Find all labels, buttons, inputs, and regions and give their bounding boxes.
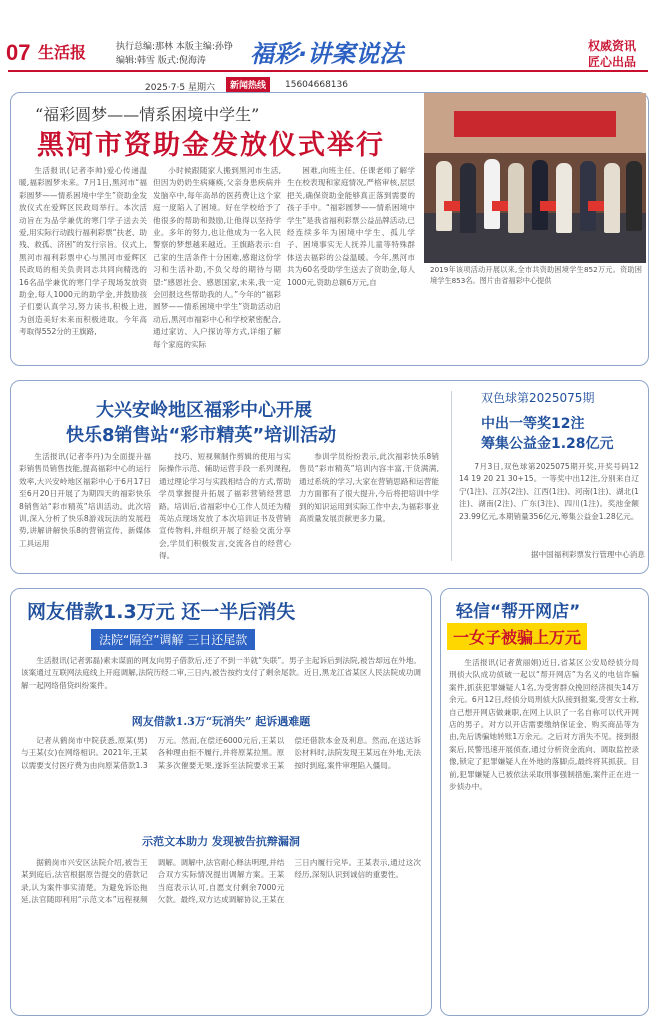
lead-photo [424, 93, 646, 263]
lottery-headline-2: 中出一等奖12注 [481, 416, 585, 432]
loan-intro: 生活报讯(记者郭磊)素未谋面的网友向男子借款后,还了不到一半就“失联”。男子主起诉后到法院,被告却远在外地。该案通过互联网法庭线上开庭调解,法院历经二审,三日内,被告按约支付了剩余尾款。近日,黑龙江省某区人民法院成功调解一起网络借贷纠纷案件。 [21, 656, 421, 690]
loan-subheadline: 法院“隔空”调解 三日还尾款 [91, 629, 255, 650]
lottery-body: 7月3日,双色球第2025075期开奖,开奖号码12 14 19 20 21 30+15。一等奖中出12注,分别来自辽宁(1注)、江苏(2注)、江西(1注)、河南(1注)、湖北(1注)、湖南(2注)、广东(3注)、四川(1注)。奖池金额23.99亿元,本期销量356亿元,筹集公益金1.28亿元。 [459, 462, 639, 521]
training-column-2: 技巧、短视频制作剪辑的使用与实际操作示范、辅助运营手段一系列课程,通过理论学习与实践相结合的方式,帮助学员掌握提升拓展了福彩营销经营思路。培训后,省福彩中心工作人员还为精英站点现场发放了本次培训证书及营销宣传物料,并组织开展了经验交流分享会,学员们积极发言,交流各自的经营心得。 [159, 452, 291, 561]
slogan [588, 38, 636, 70]
header-divider [8, 70, 648, 72]
slogan-line-1: 权威资讯 [588, 39, 637, 53]
lead-headline: 黑河市资助金发放仪式举行 [37, 130, 385, 161]
training-headline-1: 大兴安岭地区福彩中心开展 [96, 400, 312, 421]
lead-kicker: “福彩圆梦——情系困境中学生” [35, 105, 260, 124]
scam-story [440, 588, 649, 1016]
loan-section-2-heading: 示范文本助力 发现被告抗辩漏洞 [142, 835, 300, 848]
loan-section-1-heading: 网友借款1.3万“玩消失” 起诉遇难题 [131, 715, 311, 728]
editors-line-1: 执行总编:那林 本版主编:孙铮 [116, 42, 233, 52]
loan-story [10, 588, 432, 1016]
photo-caption: 2019年该项活动开展以来,全市共资助困境学生852万元。资助困境学生853名。图片由省福彩中心提供 [430, 265, 642, 285]
lottery-headline-1: 双色球第2025075期 [481, 391, 595, 405]
page-number: 07 [6, 40, 31, 65]
lottery-headline-3: 筹集公益金1.28亿元 [481, 436, 614, 452]
training-column-1: 生活报讯(记者李丹)为全面提升福彩销售员销售技能,提高福彩中心的运行效率,大兴安岭地区福彩中心于6月17日至6月20日开展了为期四天的福彩快乐8销售站“彩市精英”培训活动。此次培训,深入分析了快乐8游戏玩法的发展趋势,讲解讲解快乐8的营销宣传、新媒体工具运用 [19, 452, 151, 548]
column-title: 福彩·讲案说法 [250, 40, 404, 68]
issue-date: 2025·7·5 星期六 [145, 83, 215, 93]
column-divider [451, 391, 452, 561]
lead-column-2: 小时候跟随家人搬到黑河市生活,但因为奶奶生病瘫痪,父亲身患疾病并发脑卒中,每年高昂的医药费让这个家庭一度陷入了困境。好在学校给予了他很多的帮助和鼓励,让他得以坚持学业。多年的努力,也让他成为一名入民警察的梦想越来越近。王旗路表示:自己家的生活条件十分困难,感谢这份学习和生活补助,不负父母的期待与期望:“感恩社会、感恩国家,未来,我一定会回报这些帮助我的人。”今年的“福彩圆梦——情系困境中学生”资助活动启动后,黑河市福彩中心和学校紧密配合,通过家访、入户探访等方式,详细了解每个家庭的实际 [153, 166, 281, 349]
training-headline-2: 快乐8销售站“彩市精英”培训活动 [66, 425, 337, 446]
editors-credit [116, 40, 233, 68]
loan-headline: 网友借款1.3万元 还一半后消失 [27, 601, 296, 623]
slogan-line-2: 匠心出品 [588, 55, 637, 69]
page-header [0, 0, 657, 72]
loan-section-1-body: 记者从鹤岗市中院获悉,原某(男)与王某(女)在网络相识。2021年,王某以需要支付医疗费为由向原某借款1.3万元。然而,在偿还6000元后,王某以各种理由拒不履行,并将原某拉黑。原某多次催要无果,遂诉至法院要求王某偿还借款本金及利息。然而,在送达诉讼材料时,法院发现王某远在外地,无法按时到庭,案件审理陷入僵局。 [21, 736, 421, 770]
newspaper-name: 生活报 [38, 43, 87, 62]
lead-column-1: 生活报讯(记者李帅)爱心传递温暖,福彩圆梦未来。7月1日,黑河市“福彩圆梦——情系困境中学生”资助金发放仪式在爱辉区民政局举行。本次活动旨在为品学兼优的寒门学子送去关爱,用实际行动践行福利彩票“扶老、助残、救孤、济困”的发行宗旨。仪式上,黑河市福利彩票中心与黑河市爱辉区民政局的相关负责同志共同向精选的16名品学兼优的寒门学子现场发放资助金,每人1000元的助学金,并鼓励孩子们要认真学习,努力读书,积极上进,为创造美好未来而积极进取。今年高考取得552分的王旗路, [19, 166, 147, 337]
training-story [10, 380, 649, 574]
lottery-source: 据中国福利彩票发行管理中心消息 [531, 550, 645, 559]
scam-body: 生活报讯(记者黄丽娟)近日,省某区公安局经侦分局刑侦大队成功侦破一起以“帮开网店”为名义的电信诈骗案件,抓获犯罪嫌疑人1名,为受害群众挽回经济损失14万余元。6月12日,经侦分局刑侦大队接到报案,受害女士称,自己想开网店做兼职,在网上认识了一名自称可以代开网店的男子。对方以开店需要缴纳保证金、购买商品等为由,先后诱骗她转账1万余元。之后对方消失不见。接到报案后,民警迅速开展侦查,通过分析资金流向、调取监控录像,锁定了犯罪嫌疑人在外地的落脚点,最终将其抓获。目前,犯罪嫌疑人已被依法采取刑事强制措施,案件正在进一步侦办中。 [449, 658, 639, 792]
editors-line-2: 编辑:韩雪 版式:倪海涛 [116, 56, 206, 66]
scam-headline-2: 一女子被骗上万元 [447, 623, 587, 650]
lead-column-3: 困难,向班主任、任课老师了解学生在校表现和家庭情况,严格审核,层层把关,确保资助金能够真正落到需要的孩子手中。“福彩圆梦——情系困境中学生”是我省福利彩票公益品牌活动,已经连续多年为困境中学生、孤儿学子、困境事实无人抚养儿童等特殊群体送去福彩的公益温暖。今年,黑河市共为60名受助学生送去了资助金,每人1000元,资助总额6万元,自 [287, 166, 415, 287]
training-column-3: 参训学员纷纷表示,此次福彩快乐8销售员“彩市精英”培训内容丰富,干货满满,通过系统的学习,大家在营销思路和运营能力方面都有了很大提升,今后将把培训中学到的知识运用到实际工作中去,为福彩事业高质量发展贡献更多力量。 [299, 452, 439, 524]
hotline-phone: 15604668136 [285, 80, 348, 90]
loan-section-2-body: 据鹤岗市兴安区法院介绍,被告王某到庭后,法官根据原告提交的借款记录,认为案件事实清楚。为避免诉讼拖延,法官随即利用“示范文本”远程视频调解。调解中,法官耐心释法明理,并结合双方实际情况提出调解方案。王某当庭表示认可,自愿支付剩余7000元欠款。最终,双方达成调解协议,王某在三日内履行完毕。王某表示,通过这次经历,深刻认识到诚信的重要性。 [21, 858, 421, 905]
scam-headline-1: 轻信“帮开网店” [456, 602, 581, 622]
hotline-badge: 新闻热线 [226, 77, 270, 92]
